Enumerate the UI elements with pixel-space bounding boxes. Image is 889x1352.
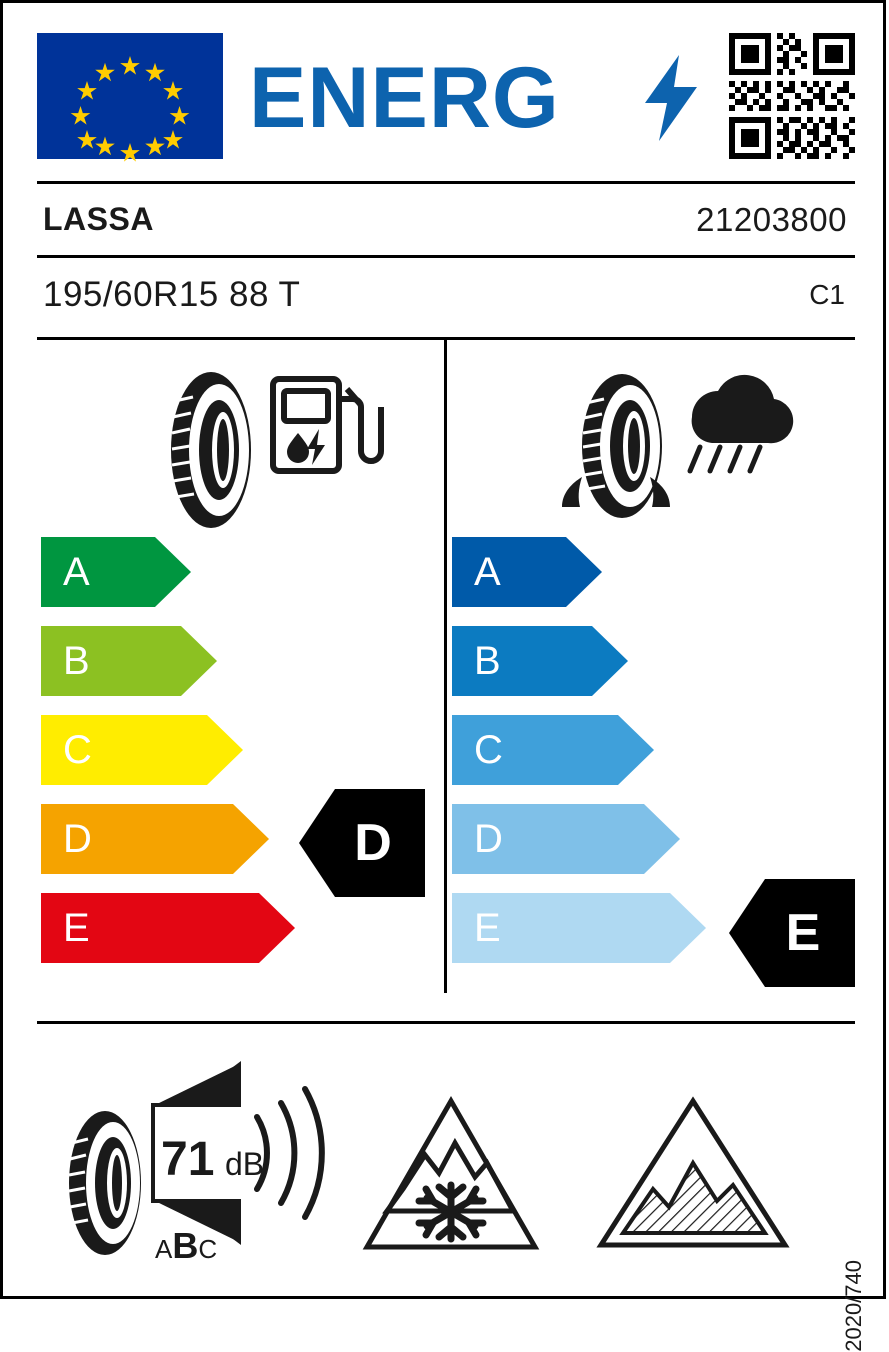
3pmsf-snowflake-icon bbox=[363, 1093, 539, 1253]
noise-class-row bbox=[155, 1225, 217, 1267]
fuel-efficiency-scale bbox=[37, 537, 443, 982]
tyre-icon bbox=[69, 1111, 141, 1255]
fuel-drop-icon bbox=[287, 429, 325, 465]
wet-rating-letter: E bbox=[785, 904, 821, 962]
sound-waves-icon bbox=[257, 1089, 322, 1217]
divider-brand bbox=[37, 255, 855, 258]
fuel-grade-d-letter: D bbox=[63, 817, 92, 861]
fuel-grade-a-letter: A bbox=[63, 550, 90, 594]
divider-header bbox=[37, 181, 855, 184]
label-header bbox=[3, 3, 889, 181]
divider-bottom bbox=[37, 1021, 855, 1024]
fuel-grade-e bbox=[41, 893, 295, 963]
noise-class-b-selected: B bbox=[172, 1225, 199, 1266]
fuel-efficiency-panel bbox=[37, 337, 443, 997]
lightning-bolt-icon bbox=[641, 55, 701, 141]
eu-flag-icon bbox=[37, 33, 223, 159]
wet-grade-e bbox=[452, 893, 706, 963]
tyre-size: 195/60R15 88 T bbox=[43, 275, 301, 314]
grade-row bbox=[448, 626, 855, 704]
grade-row bbox=[37, 537, 443, 615]
grade-row bbox=[37, 893, 443, 971]
page-title: ENERG bbox=[249, 50, 560, 146]
divider-vertical bbox=[444, 337, 447, 993]
fuel-grade-d bbox=[41, 804, 269, 874]
fuel-grade-a bbox=[41, 537, 191, 607]
ice-mountain-icon bbox=[593, 1093, 793, 1253]
fuel-rating-marker bbox=[299, 789, 425, 897]
brand-name: LASSA bbox=[43, 201, 154, 237]
fuel-grade-b bbox=[41, 626, 217, 696]
wet-grip-pictogram bbox=[544, 361, 794, 539]
fuel-grade-c bbox=[41, 715, 243, 785]
noise-value-text: 71 bbox=[161, 1133, 215, 1186]
wet-grade-b bbox=[452, 626, 628, 696]
noise-class-a: A bbox=[155, 1234, 173, 1264]
tyre-icon bbox=[171, 372, 251, 528]
model-code: 21203800 bbox=[696, 201, 847, 238]
wet-grade-d bbox=[452, 804, 680, 874]
noise-unit-text: dB bbox=[225, 1146, 265, 1182]
grade-row bbox=[448, 715, 855, 793]
wet-grade-b-letter: B bbox=[474, 639, 501, 683]
grade-row bbox=[448, 804, 855, 882]
grade-row bbox=[37, 715, 443, 793]
grade-row bbox=[448, 537, 855, 615]
fuel-efficiency-pictogram bbox=[133, 361, 383, 539]
tyre-splash-icon bbox=[562, 374, 670, 518]
tyre-class: C1 bbox=[809, 279, 845, 310]
wet-grade-d-letter: D bbox=[474, 817, 503, 861]
wet-grip-panel bbox=[448, 337, 855, 997]
qr-code-icon bbox=[729, 33, 855, 159]
wet-grade-e-letter: E bbox=[474, 906, 501, 950]
regulation-number: 2020/740 bbox=[841, 1260, 866, 1352]
grade-row bbox=[37, 626, 443, 704]
fuel-grade-c-letter: C bbox=[63, 728, 92, 772]
wet-grade-c bbox=[452, 715, 654, 785]
wet-grade-a bbox=[452, 537, 602, 607]
fuel-rating-letter: D bbox=[354, 814, 392, 872]
fuel-grade-e-letter: E bbox=[63, 906, 90, 950]
fuel-grade-b-letter: B bbox=[63, 639, 90, 683]
wet-rating-marker bbox=[729, 879, 855, 987]
wet-grade-a-letter: A bbox=[474, 550, 501, 594]
rain-cloud-icon bbox=[690, 375, 793, 471]
wet-grade-c-letter: C bbox=[474, 728, 503, 772]
noise-class-c: C bbox=[198, 1234, 218, 1264]
